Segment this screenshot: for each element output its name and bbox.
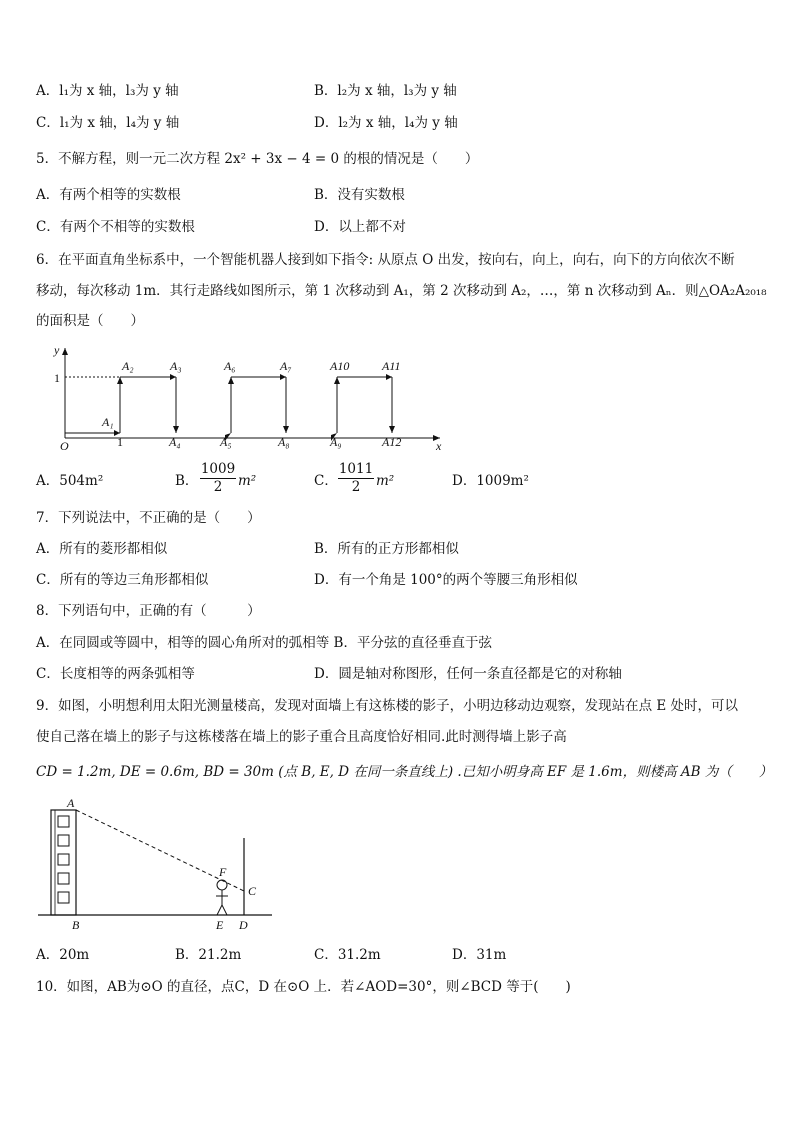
q9-option-c: C．31.2m — [314, 947, 381, 963]
label-A: A — [67, 796, 75, 810]
q6-option-b-fraction — [200, 461, 236, 496]
label-a5: A₅ — [220, 435, 232, 449]
q6-option-b-unit: m² — [238, 473, 257, 489]
person-head — [217, 880, 227, 890]
q6-stem-line3: 的面积是（ ） — [36, 313, 144, 329]
q7-option-c: C．所有的等边三角形都相似 — [36, 572, 209, 588]
y-axis-arrow-icon — [62, 348, 68, 355]
q9-option-d: D．31m — [452, 947, 507, 963]
label-a11: A11 — [382, 359, 401, 373]
q5-option-b: B．没有实数根 — [314, 187, 405, 203]
q7-option-a: A．所有的菱形都相似 — [36, 541, 168, 557]
q5-option-c: C．有两个不相等的实数根 — [36, 219, 195, 235]
path-arrows — [114, 374, 395, 441]
q6-path-figure — [40, 340, 460, 455]
x-axis-label: x — [436, 439, 442, 453]
q6-option-c-fraction — [338, 461, 374, 496]
fraction-denominator: 2 — [200, 478, 236, 496]
label-a6: A₆ — [224, 359, 236, 373]
label-a12: A12 — [382, 435, 402, 449]
q10-stem: 10．如图，AB为⊙O 的直径，点C，D 在⊙O 上．若∠AOD=30°，则∠BCD 等于( ) — [36, 979, 571, 995]
person-leg-left — [217, 905, 222, 915]
robot-path — [65, 377, 392, 433]
q8-option-d: D．圆是轴对称图形，任何一条直径都是它的对称轴 — [314, 666, 622, 682]
q6-option-c-unit: m² — [376, 473, 395, 489]
label-C: C — [248, 884, 257, 898]
person-leg-right — [222, 905, 227, 915]
q9-option-a: A．20m — [36, 947, 90, 963]
q9-option-b: B．21.2m — [175, 947, 242, 963]
label-D: D — [239, 918, 248, 932]
label-a3: A₃ — [170, 359, 182, 373]
q6-option-d: D．1009m² — [452, 473, 529, 489]
q4-option-c: C．l₁为 x 轴，l₄为 y 轴 — [36, 115, 180, 131]
q6-option-c-prefix: C． — [314, 473, 338, 489]
label-a2: A₂ — [122, 359, 134, 373]
label-E: E — [216, 918, 224, 932]
q7-stem: 7．下列说法中，不正确的是（ ） — [36, 510, 261, 526]
label-a8: A₈ — [278, 435, 290, 449]
q6-option-b-prefix: B． — [175, 473, 199, 489]
q7-option-b: B．所有的正方形都相似 — [314, 541, 459, 557]
y-axis-label: y — [54, 343, 60, 357]
label-a1: A₁ — [102, 415, 114, 429]
fraction-numerator: 1011 — [338, 461, 374, 477]
fraction-denominator: 2 — [338, 478, 374, 496]
label-a10: A10 — [330, 359, 350, 373]
q7-option-d: D．有一个角是 100°的两个等腰三角形相似 — [314, 572, 578, 588]
q4-option-a: A．l₁为 x 轴，l₃为 y 轴 — [36, 83, 179, 99]
q5-option-d: D．以上都不对 — [314, 219, 406, 235]
origin-label: O — [60, 439, 69, 453]
q9-shadow-figure — [36, 793, 276, 933]
y-tick-1: 1 — [54, 371, 60, 385]
q9-stem-line3: CD = 1.2m, DE = 0.6m, BD = 30m (点 B, E, D 在同一条直线上) .已知小明身高 EF 是 1.6m，则楼高 AB 为（ ） — [36, 764, 773, 780]
q6-stem-line2: 移动，每次移动 1m．其行走路线如图所示，第 1 次移动到 A₁，第 2 次移动到 A₂，…，第 n 次移动到 Aₙ．则△OA₂A₂₀₁₈ — [36, 283, 767, 299]
q8-stem: 8．下列语句中，正确的有（ ） — [36, 603, 261, 619]
q4-option-d: D．l₂为 x 轴，l₄为 y 轴 — [314, 115, 458, 131]
q4-option-b: B．l₂为 x 轴，l₃为 y 轴 — [314, 83, 457, 99]
label-a4: A₄ — [169, 435, 181, 449]
q8-option-ab: A．在同圆或等圆中，相等的圆心角所对的弧相等 B．平分弦的直径垂直于弦 — [36, 635, 492, 651]
q5-stem: 5．不解方程，则一元二次方程 2x² + 3x − 4 = 0 的根的情况是（ ） — [36, 151, 479, 167]
q6-stem-line1: 6．在平面直角坐标系中，一个智能机器人接到如下指令: 从原点 O 出发，按向右，向上，向右，向下的方向依次不断 — [36, 252, 735, 268]
q6-option-a: A．504m² — [36, 473, 104, 489]
label-a9: A₉ — [330, 435, 342, 449]
fraction-numerator: 1009 — [200, 461, 236, 477]
q9-stem-line1: 9．如图，小明想利用太阳光测量楼高，发现对面墙上有这栋楼的影子，小明边移动边观察，发现站在点 E 处时，可以 — [36, 698, 739, 714]
q8-option-c: C．长度相等的两条弧相等 — [36, 666, 195, 682]
label-F: F — [219, 865, 227, 879]
x-tick-1: 1 — [117, 435, 123, 449]
q9-stem-line2: 使自己落在墙上的影子与这栋楼落在墙上的影子重合且高度恰好相同.此时测得墙上影子高 — [36, 729, 567, 745]
label-a7: A₇ — [280, 359, 292, 373]
building-windows — [58, 816, 69, 903]
q5-option-a: A．有两个相等的实数根 — [36, 187, 181, 203]
label-B: B — [72, 918, 80, 932]
